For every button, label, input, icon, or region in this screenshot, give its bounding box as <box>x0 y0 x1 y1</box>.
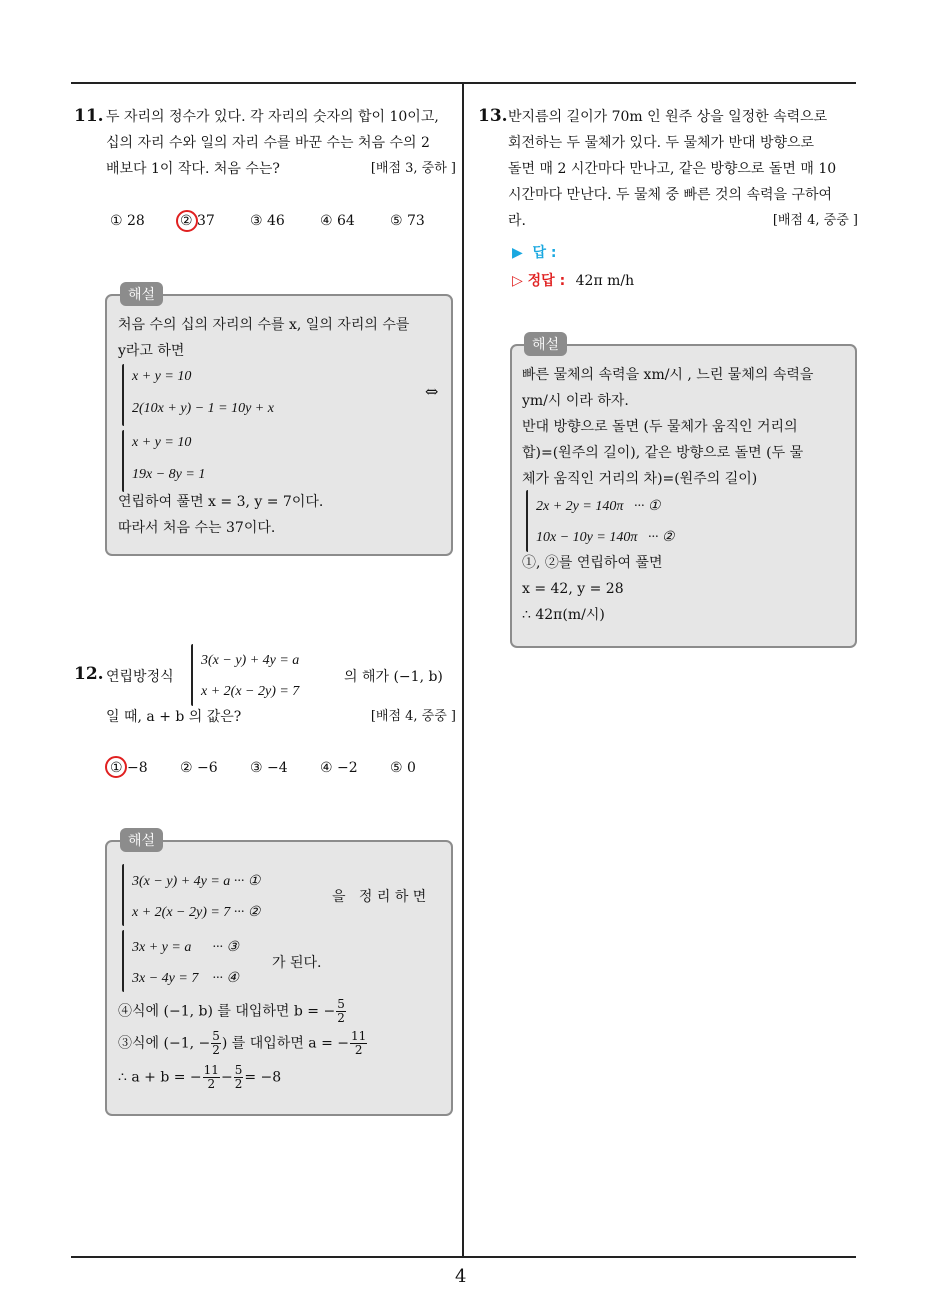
q13-line-5: 라. [배점 4, 중중 ] <box>508 208 858 234</box>
q11-line-2: 십의 자리 수와 일의 자리 수를 바꾼 수는 처음 수의 2 <box>106 135 430 151</box>
q12-number: 12. <box>74 664 104 684</box>
q12-suffix: 의 해가 (−1, b) <box>344 669 443 685</box>
q12-sol-eq-4: 3x − 4y = 7 ··· ④ <box>132 971 239 986</box>
q11-choice-3[interactable]: ③ 46 <box>250 213 285 229</box>
q11-eq-3: x + y = 10 <box>132 435 192 450</box>
q12-sol-brace-1 <box>122 864 124 926</box>
q13-solution <box>522 362 852 492</box>
bottom-rule <box>71 1256 856 1258</box>
q12-selected-circle-icon <box>105 756 127 778</box>
q13-answer-label: ▶ 답 : <box>512 245 557 261</box>
q13-correct-label: ▷ 정답 : <box>512 273 566 289</box>
q11-equivalence-arrow-icon: ⇔ <box>425 382 439 401</box>
q13-sol-line-3: 반대 방향으로 돌면 (두 물체가 움직인 거리의 <box>522 419 798 435</box>
q13-solution-conclusion <box>522 550 852 628</box>
q13-correct-row <box>512 270 634 290</box>
q11-number: 11. <box>74 106 104 126</box>
q12-sol-line-3: ∴ a + b = − $\frac{11}{2}$ − $\frac{5}{2}$ = −8 <box>118 1063 282 1091</box>
q12-sol-fraction-2: $\frac{5}{2}$ <box>212 1029 220 1057</box>
q11-sol-line-4: 따라서 처음 수는 37이다. <box>118 520 276 536</box>
q12-choice-4[interactable]: ④ −2 <box>320 760 358 776</box>
q12-system-brace <box>191 644 193 706</box>
q13-line-2: 회전하는 두 물체가 있다. 두 물체가 반대 방향으로 <box>508 135 815 151</box>
q12-explanation-tag: 해설 <box>120 828 163 852</box>
q12-sol-text-1: 을 정 리 하 면 <box>332 889 427 905</box>
q12-sol-brace-2 <box>122 930 124 992</box>
q13-line-1: 반지름의 길이가 70m 인 원주 상을 일정한 속력으로 <box>508 109 828 125</box>
q11-choice-1[interactable]: ① 28 <box>110 213 145 229</box>
q12-line-2: 일 때, a + b 의 값은? [배점 4, 중중 ] <box>106 704 456 730</box>
q13-sol-brace <box>526 490 528 552</box>
q13-correct-value: 42π m/h <box>575 273 635 289</box>
q11-brace-2 <box>122 430 124 492</box>
q11-selected-circle-icon <box>176 210 198 232</box>
q11-text <box>106 104 456 182</box>
q13-line-4: 시간마다 만난다. 두 물체 중 빠른 것의 속력을 구하여 <box>508 187 833 203</box>
q12-sol-line-1: ④식에 (−1, b) 를 대입하면 b = − $\frac{5}{2}$ <box>118 997 345 1025</box>
q12-sol-eq-3: 3x + y = a ··· ③ <box>132 940 239 955</box>
q12-sol-fraction-1: $\frac{5}{2}$ <box>337 997 345 1025</box>
q11-eq-2: 2(10x + y) − 1 = 10y + x <box>132 401 274 416</box>
q12-sol-fraction-4: $\frac{11}{2}$ <box>203 1063 219 1091</box>
q11-sol-line-1: 처음 수의 십의 자리의 수를 x, 일의 자리의 수를 <box>118 317 410 333</box>
q11-explanation-tag: 해설 <box>120 282 163 306</box>
q13-line-3: 돌면 매 2 시간마다 만나고, 같은 방향으로 돌면 매 10 <box>508 161 837 177</box>
q12-sol-eq-2: x + 2(x − 2y) = 7 ··· ② <box>132 905 261 920</box>
q11-solution-conclusion <box>118 489 448 541</box>
q13-sol-line-2: ym/시 이라 하자. <box>522 393 629 409</box>
q13-sol-line-4: 합)=(원주의 길이), 같은 방향으로 돌면 (두 물 <box>522 445 804 461</box>
q11-line-3: 배보다 1이 작다. 처음 수는? [배점 3, 중하 ] <box>106 156 456 182</box>
q13-sol-line-5: 체가 움직인 거리의 차)=(원주의 길이) <box>522 471 758 487</box>
q11-eq-1: x + y = 10 <box>132 369 192 384</box>
q11-brace-1 <box>122 364 124 426</box>
q13-text <box>508 104 858 234</box>
q13-sol-line-7: x = 42, y = 28 <box>522 581 624 597</box>
q11-choice-2[interactable]: ② 37 <box>180 213 215 229</box>
page-number: 4 <box>455 1266 467 1287</box>
q11-eq-4: 19x − 8y = 1 <box>132 467 206 482</box>
q13-explanation-tag: 해설 <box>524 332 567 356</box>
column-divider <box>462 82 464 1258</box>
q11-choice-5[interactable]: ⑤ 73 <box>390 213 425 229</box>
q12-meta: [배점 4, 중중 ] <box>370 709 456 724</box>
q12-system-eq-2: x + 2(x − 2y) = 7 <box>201 684 300 699</box>
q13-meta: [배점 4, 중중 ] <box>772 213 858 228</box>
q12-sol-line-2: ③식에 (−1, − $\frac{5}{2}$ ) 를 대입하면 a = − $\frac{11}{2}$ <box>118 1029 367 1057</box>
q13-sol-line-1: 빠른 물체의 속력을 xm/시 , 느린 물체의 속력을 <box>522 367 814 383</box>
q13-number: 13. <box>478 106 508 126</box>
q11-sol-line-3: 연립하여 풀면 x = 3, y = 7이다. <box>118 494 324 510</box>
q11-solution <box>118 312 448 364</box>
q12-choice-3[interactable]: ③ −4 <box>250 760 288 776</box>
q12-choice-2[interactable]: ② −6 <box>180 760 218 776</box>
q12-system-eq-1: 3(x − y) + 4y = a <box>201 653 300 668</box>
q13-sol-line-8: ∴ 42π(m/시) <box>522 607 605 623</box>
q11-choice-4[interactable]: ④ 64 <box>320 213 355 229</box>
q12-sol-text-2: 가 된다. <box>272 955 322 971</box>
q12-choice-1[interactable]: ① −8 <box>110 760 148 776</box>
q13-sol-eq-1: 2x + 2y = 140π ··· ① <box>536 499 661 514</box>
q13-sol-eq-2: 10x − 10y = 140π ··· ② <box>536 530 675 545</box>
q11-line-1: 두 자리의 정수가 있다. 각 자리의 숫자의 합이 10이고, <box>106 109 439 125</box>
q12-sol-fraction-5: $\frac{5}{2}$ <box>234 1063 243 1091</box>
q11-sol-line-2: y라고 하면 <box>118 343 185 359</box>
q12-sol-eq-1: 3(x − y) + 4y = a ··· ① <box>132 874 261 889</box>
q12-choice-5[interactable]: ⑤ 0 <box>390 760 416 776</box>
q11-meta: [배점 3, 중하 ] <box>370 161 456 176</box>
q12-sol-fraction-3: $\frac{11}{2}$ <box>351 1029 367 1057</box>
q13-sol-line-6: ①, ②를 연립하여 풀면 <box>522 555 663 571</box>
q12-prefix: 연립방정식 <box>106 669 174 685</box>
